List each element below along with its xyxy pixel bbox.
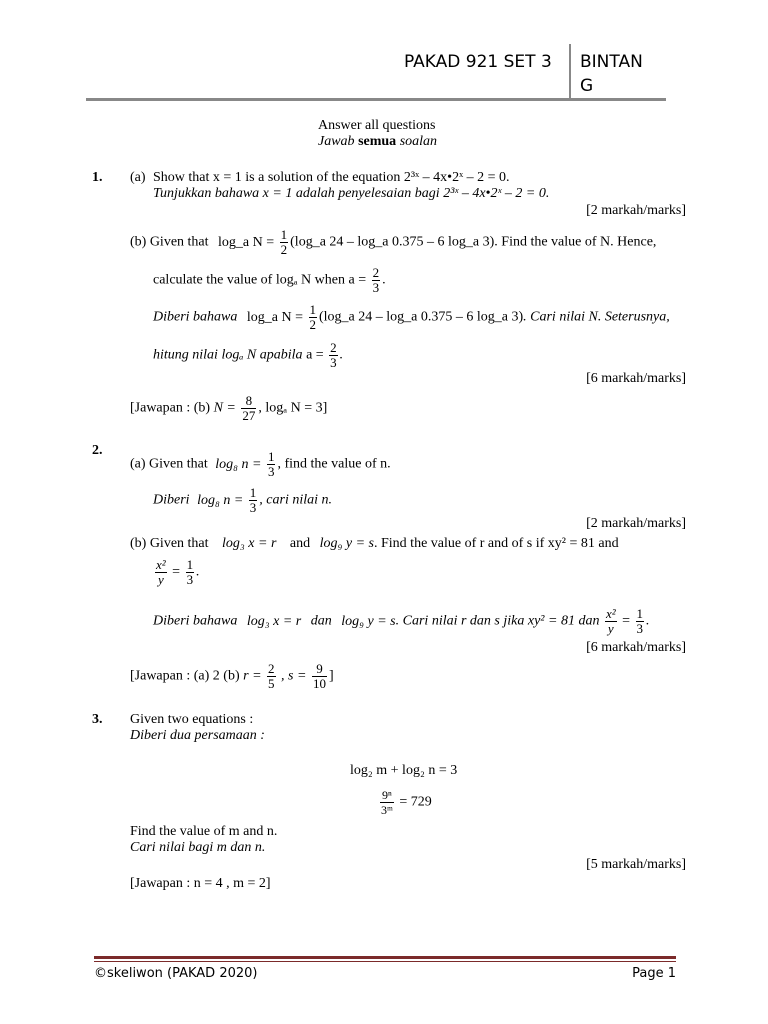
q1-a-malay: Tunjukkan bahawa x = 1 adalah penyelesaian bagi 2³ˣ – 4x•2ˣ – 2 = 0. [153,186,550,201]
intro-malay: Jawab semua soalan [318,134,438,149]
q1-b-line2: calculate the value of logₐ N when a = $\frac{2}{3}$ . [153,265,386,295]
q1-a-english: Show that x = 1 is a solution of the equation 2³ˣ – 4x•2ˣ – 2 = 0. [153,170,510,185]
q3-intro-english: Given two equations : [130,712,254,727]
q2-number: 2. [92,443,103,458]
header-divider-vertical [569,44,571,100]
header-bintang-line1: BINTAN [580,52,643,72]
q3-equation-1: log₂ m + log₂ n = 3 [350,763,458,778]
intro-english: Answer all questions [318,118,436,133]
q2-a-malay: Diberi log₈ n = $\frac{1}{3}$ , cari nilai n. [153,485,333,515]
q2-answer: [Jawapan : (a) 2 (b) r = $\frac{2}{5}$ , s = $\frac{9}{10}$ ] [130,661,334,691]
q1-b-marks: [6 markah/marks] [586,371,686,386]
q3-equation-2: $\frac{\text{9ⁿ}}{\text{3ᵐ}}$ = 729 [381,788,432,817]
q1-b-malay: Diberi bahawa log_a N = $\frac{1}{2}$ (log_a 24 – log_a 0.375 – 6 log_a 3). Cari nilai N. Seterusnya, [153,302,670,332]
q2-b-statement: (b) Given that log₃ x = r and log₉ y = s. Find the value of r and of s if xy² = 81 and [130,536,619,551]
q1-b-statement: (b) Given that log_a N = $\frac{1}{2}$ (log_a 24 – log_a 0.375 – 6 log_a 3). Find the value of N. Hence, [130,227,657,257]
q1-a-label: (a) [130,170,146,185]
q2-b-fraction-condition: $\frac{\text{x²}}{y}$ = $\frac{1}{3}$ . [156,557,200,587]
q1-number: 1. [92,170,103,185]
q2-a-marks: [2 markah/marks] [586,516,686,531]
footer-rule-thin [94,961,676,962]
q3-ask-english: Find the value of m and n. [130,824,278,839]
q3-answer: [Jawapan : n = 4 , m = 2] [130,876,271,891]
footer-rule-thick [94,956,676,959]
footer-copyright: ©skeliwon (PAKAD 2020) [94,966,258,981]
header-bintang-line2: G [580,76,594,96]
q3-number: 3. [92,712,103,727]
header-rule [86,98,666,101]
q2-b-marks: [6 markah/marks] [586,640,686,655]
q3-ask-malay: Cari nilai bagi m dan n. [130,840,266,855]
q1-answer: [Jawapan : (b) N = $\frac{8}{27}$ , logₐ N = 3] [130,393,328,423]
q1-b-half-fraction: $\frac{1}{2}$ [280,227,288,257]
q1-b-malay-line2: hitung nilai logₐ N apabila a = $\frac{2}{3}$ . [153,340,344,370]
q3-intro-malay: Diberi dua persamaan : [130,728,265,743]
header-title: PAKAD 921 SET 3 [404,52,552,72]
q1-a-marks: [2 markah/marks] [586,203,686,218]
q2-b-malay: Diberi bahawa log₃ x = r dan log₉ y = s. Cari nilai r dan s jika xy² = 81 dan $\frac{\text{x²}}{y}$ = $\frac{1}{3}$ . [153,606,650,636]
q3-marks: [5 markah/marks] [586,857,686,872]
q2-a-statement: (a) Given that log₈ n = $\frac{1}{3}$ , find the value of n. [130,449,391,479]
footer-page-number: Page 1 [632,966,676,981]
